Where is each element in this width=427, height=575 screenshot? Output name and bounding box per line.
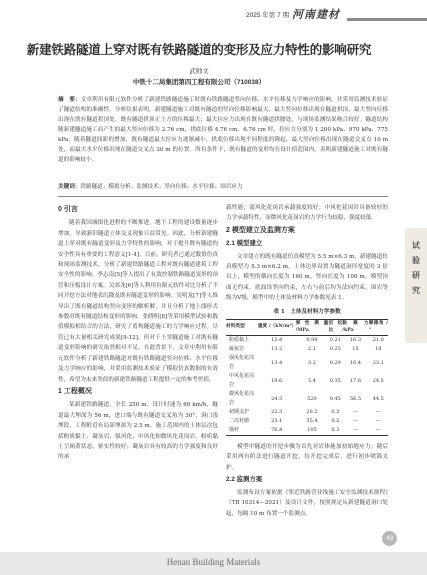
- table-cell: 0.98: [306, 337, 318, 344]
- table-row: [226, 354, 388, 372]
- table-cell: 18: [375, 346, 382, 353]
- table-cell: 15: [352, 346, 359, 353]
- table-row: [226, 426, 388, 436]
- table-cell: 2.1: [307, 346, 316, 353]
- keywords-label: 关键词：: [58, 184, 81, 190]
- table-header: 弹性模量 /MPa: [296, 320, 329, 336]
- keywords: [58, 182, 388, 190]
- table-cell: 凝灰岩: [229, 346, 245, 353]
- right-column: [226, 203, 388, 519]
- table-cell: 22.3: [271, 409, 283, 416]
- table-header: 泊松比: [328, 320, 342, 336]
- table-row: [226, 390, 388, 408]
- table-header: 材料类型: [226, 320, 258, 336]
- table-cell: —: [352, 409, 358, 416]
- table-cell: 23.1: [372, 359, 384, 366]
- table-cell: 24.5: [372, 377, 384, 384]
- table-cell: 105: [296, 426, 329, 436]
- article-title: 新建铁路隧道上穿对既有铁路隧道的变形及应力特性的影响研究: [26, 42, 372, 57]
- table-cell: 16.4: [349, 359, 362, 366]
- table-cell: 520: [307, 395, 317, 402]
- table-header: 摩擦角 /°: [369, 320, 388, 336]
- table-cell: 中风化花岗岩: [229, 373, 255, 389]
- table-cell: 0.25: [329, 346, 341, 353]
- abstract-divider: [58, 196, 388, 197]
- table-cell: 0.29: [329, 359, 341, 366]
- table-cell: 微风化花岗岩: [229, 391, 255, 407]
- journal-title: 河南建材: [292, 8, 340, 21]
- heading-project-overview: 1 工程概况: [58, 387, 92, 395]
- table-cell: 23.1: [271, 418, 283, 425]
- table-row: [226, 372, 388, 390]
- side-tab-label: 试验研究: [412, 240, 420, 295]
- table-cell: 0.35: [329, 377, 341, 384]
- table-cell: —: [352, 418, 358, 425]
- abstract-label: 摘 要：: [58, 97, 81, 103]
- page-number: 43: [382, 531, 397, 546]
- table-cell: 19.6: [271, 377, 283, 384]
- heading-model-and-monitoring: 2 模型建立及监测方案: [226, 226, 295, 234]
- header-bar: [347, 18, 427, 21]
- table-cell: —: [369, 426, 388, 436]
- table-body: [226, 336, 388, 436]
- table-cell: 13.2: [271, 346, 283, 353]
- table-header: 重度 /（kN/m³）: [258, 320, 296, 336]
- table-cell: 初期支护: [229, 409, 250, 416]
- article-author: 武帅文: [189, 67, 209, 75]
- table-caption: 表 1 土体及材料力学参数: [273, 308, 341, 315]
- table-cell: 13.4: [271, 359, 283, 366]
- table-cell: 0.3: [328, 426, 342, 436]
- parameters-table: [226, 319, 388, 436]
- table-cell: 12.4: [271, 337, 283, 344]
- article-affiliation: 中铁十二局集团第四工程有限公司（710038）: [132, 79, 266, 86]
- monitoring-paragraph: 监测布设方案依据《邻近铁路营业线施工安全监测技术规程》（TB 10314—2021）及设计文件，按照规定从新建隧道洞口处起，每隔 10 m 布置一个监测点。: [226, 489, 388, 517]
- page-header: [0, 0, 427, 20]
- table-row: [226, 408, 388, 417]
- table-cell: 0.2: [331, 418, 340, 425]
- issue-number: 2025 年第 7 期: [246, 12, 289, 19]
- table-cell: 0.2: [331, 409, 340, 416]
- table-cell: 16.3: [349, 337, 362, 344]
- table-cell: —: [375, 418, 381, 425]
- table-cell: 76.4: [258, 426, 296, 436]
- table-cell: —: [375, 409, 381, 416]
- table-cell: 44.5: [372, 395, 384, 402]
- continued-paragraph: 载性能；弱风化花岗岩承载强度较好；中风化花岗岩具备较好的力学承载特性，而微风化花岗岩的力学行为较稳，强度较低: [226, 205, 388, 222]
- table-cell: 二次衬砌: [229, 418, 250, 425]
- abstract-text: 文章利用有限元软件分析了新建铁路隧道施工时既有铁路隧道竖向位移、水平位移及力学响应的影响，并采用监测技术验证了隧道结构的准确性。分析结果表明，新建隧道施工对既有隧道的竖向位移影响最大，最大竖向位移出现在隧道拱顶，最大竖向位移出现在既有隧道拱顶处，既有隧道拱顶正上方的位移最大；最大拉应力出现在既有隧道拱腰处，与现场监测结果吻合较好。隧道结构随新建隧道施工而产生的最大竖向位移为 2.76 cm，拱底位移 4.76 cm、6.76 cm 时，拉应力分别为 1 200 kPa、970 kPa、775 kPa，随着隧道间距的增加，既有隧道最大拉应力逐渐减小，拱底位移出现不同程度的隆起，最大竖向位移出现在隧道交叉点 10 m 处，而最大水平位移出现在隧道交叉点 20 m 的位置。所有条件下，既有隧道的变形均在设计值范围内，表明新建隧道施工对既有隧道的影响较小。: [58, 97, 388, 163]
- left-column: [58, 203, 218, 463]
- intro-paragraph: 随着我国城镇化进程的不断推进，地下工程的建设数量逐步增加，导致新旧隧道立体交叉现象日益常见。因此，分析新建隧道上穿对既有隧道变形及力学特性的影响，对于提升既有隧道的安全性具有重要的工程意义[1-4]。目前，研究者已通过数值仿真和现场监测技术，分析了新建铁路隧道工程对既有隧道建筑工程安全性的影响。李志南[5]等人提出了有效控制铁路隧道变形的顶管和压板设计方案。吴郊龙[6]等人利用有限元软件对比分析了不同开挖方法对地表沉降及既有隧道变形的影响。吴明龙[7]等人推导出了既有隧道结构竖向变形的解析解，并且分析了地上线形式参数对既有隧道结构变形的影响。张晓明[8]等采用模型试验和数值模拟相结合的方法，研究了盾构隧道施工的力学响应过程。尽管已有大量相关研究成果[9-12]，但对于上穿隧道施工对既有隧道变形影响的研究依然相对不足。在此背景下，文章中利用有限元软件分析了新建铁路隧道对既有铁路隧道竖向位移、水平位移及力学响应的影响，并采用监测技术验证了模拟仿真数据的有效性，希望为未来类似的新建铁路隧道工程提供一定的参考价值。: [58, 220, 218, 383]
- table-cell: 锚杆: [226, 426, 258, 436]
- heading-model-building: 2.1 模型建立: [226, 240, 263, 248]
- table-cell: 5.4: [307, 377, 316, 384]
- table-cell: 0.45: [329, 395, 341, 402]
- table-cell: 粉质黏土: [229, 337, 250, 344]
- overview-paragraph: 某新建铁路隧道，全长 250 m，设计时速为 60 km/h，隧道最大埋深为 56 m，进口端与既有隧道交叉角为 30°，洞口浅埋段，工程附近有局部埋深为 2.5 m。施工范围内的土体层次包括粉质黏土、凝灰岩、强风化、中风化和微风化花岗岩。粉质黏土呈褐黄状态，密实性较好；凝灰岩具有较高的力学强度和良好的承: [58, 402, 218, 461]
- table-cell: 24.5: [271, 395, 283, 402]
- table-cell: 56.5: [349, 395, 362, 402]
- table-cell: 0.21: [329, 337, 341, 344]
- footer-journal-name: Henan Building Materials: [166, 557, 261, 567]
- table-cell: 35.4: [306, 418, 318, 425]
- keywords-text: 铁路隧道；模拟分析；监测技术；竖向位移；水平位移；围岩应力: [80, 184, 243, 190]
- table-header-row: [226, 320, 388, 336]
- table-header: 黏聚力 /kPa: [342, 320, 368, 336]
- table-cell: 17.6: [349, 377, 362, 384]
- page-footer: [0, 552, 427, 575]
- table-cell: 21.0: [372, 337, 384, 344]
- table-cell: —: [342, 426, 368, 436]
- heading-introduction: 0 引言: [58, 206, 78, 213]
- table-row: [226, 345, 388, 354]
- table-cell: 强风化花岗岩: [229, 355, 255, 371]
- model-paragraph: 文章建立的既有隧道仿真模型为 5.5 m×6.3 m，新建隧道仿真模型为 5.3 m×6.2 m。土体边界设置为隧道洞径宽度的 3 倍以上，模型的横向长度为 160 m，竖向长度为 100 m。模型顶面无约束，底面设竖向约束，左右与前后均为法向约束，围岩等级为Ⅴ级，模型中的土体及材料力学参数见表 1。: [226, 253, 388, 302]
- heading-monitoring-plan: 2.2 监测方案: [226, 476, 263, 484]
- table-cell: 3.2: [307, 359, 316, 366]
- table-row: [226, 417, 388, 426]
- table-cell: 28.2: [306, 409, 318, 416]
- model-steps-paragraph: 模型中隧道的开挖步骤为首先对岩体施加初始地应力；随后采用两台阶法进行隧道开挖，待开挖完成后，进行初步喷锚支护。: [226, 444, 388, 471]
- section-side-tab: [405, 228, 427, 343]
- table-row: [226, 336, 388, 346]
- abstract: [58, 95, 388, 187]
